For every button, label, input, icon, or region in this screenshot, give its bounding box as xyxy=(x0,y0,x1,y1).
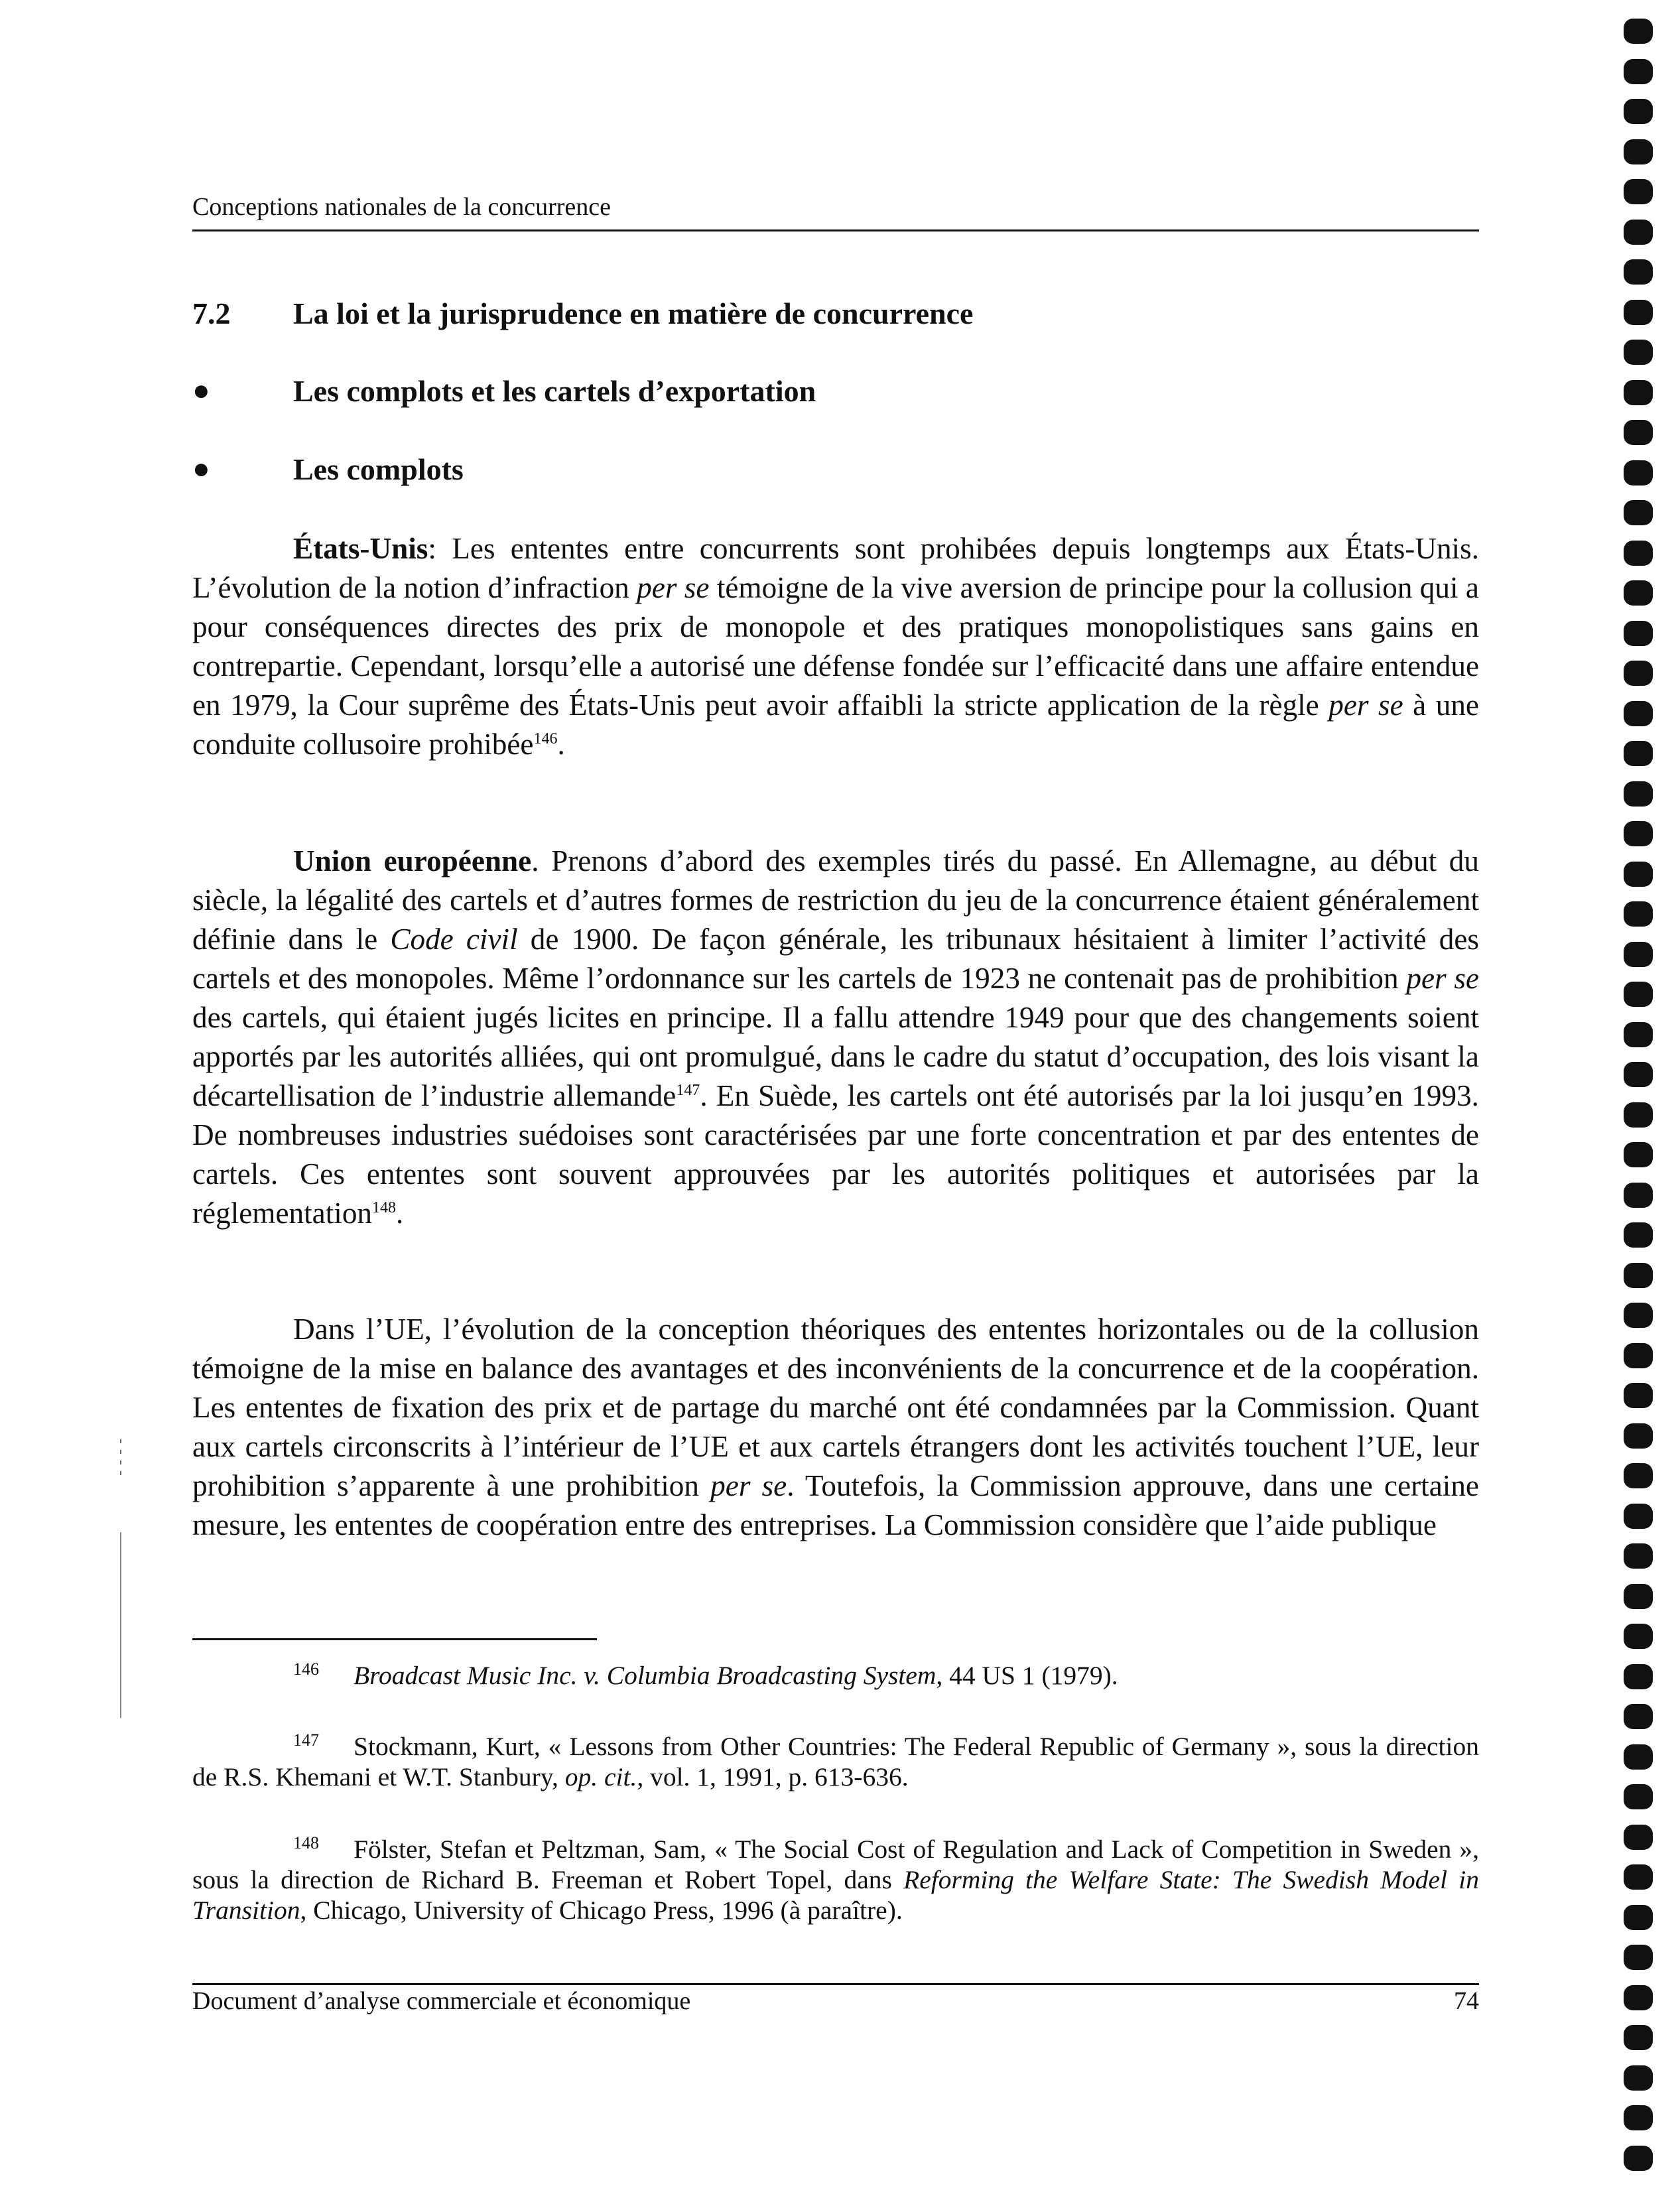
binding-hole xyxy=(1624,1142,1653,1167)
binding-hole xyxy=(1624,1543,1653,1569)
section-number: 7.2 xyxy=(192,296,231,330)
subheading-label: Les complots xyxy=(293,452,464,486)
binding-hole xyxy=(1624,1463,1653,1488)
text-run: à une conduite collusoire prohibée xyxy=(192,688,1479,761)
running-footer xyxy=(192,1983,1479,2016)
italic-term: Code civil xyxy=(390,923,518,956)
binding-hole xyxy=(1624,1062,1653,1087)
italic-term: per se xyxy=(637,571,710,604)
footnote-ref[interactable]: 148 xyxy=(372,1199,397,1216)
binding-hole xyxy=(1624,1744,1653,1770)
text-run: , vol. 1, 1991, p. 613-636. xyxy=(637,1762,909,1791)
margin-mark xyxy=(119,1439,122,1718)
text-run: . xyxy=(557,728,565,761)
italic-term: per se xyxy=(1406,962,1479,995)
binding-hole xyxy=(1624,1584,1653,1609)
binding-hole xyxy=(1624,2025,1653,2050)
binding-hole xyxy=(1624,862,1653,887)
binding-hole xyxy=(1624,1945,1653,1970)
binding-hole xyxy=(1624,1303,1653,1328)
binding-hole xyxy=(1624,1423,1653,1449)
binding-hole xyxy=(1624,99,1653,124)
text-run: . Prenons d’abord des exemples tirés du passé. En Allemagne, au début du siècle, la légalité des cartels et d’autres formes de restriction du jeu de la concurrence étaient généralement définie dans le xyxy=(192,844,1479,956)
text-run: Fölster, Stefan et Peltzman, Sam, « The Social Cost of Regulation and Lack of Competition in Sweden », sous la direction de Richard B. Freeman et Robert Topel, dans xyxy=(192,1835,1479,1894)
binding-hole xyxy=(1624,701,1653,726)
binding-hole xyxy=(1624,1704,1653,1729)
italic-title: Broadcast Music Inc. v. Columbia Broadcasting System xyxy=(354,1661,937,1690)
binding-hole xyxy=(1624,821,1653,846)
binding-hole xyxy=(1624,1825,1653,1850)
binding-hole xyxy=(1624,541,1653,566)
subheading-label: Les complots et les cartels d’exportation xyxy=(293,374,816,408)
italic-title: Reforming the Welfare State: The Swedish Model in Transition xyxy=(192,1865,1479,1925)
binding-hole xyxy=(1624,380,1653,405)
binding-hole xyxy=(1624,179,1653,204)
footnote-text xyxy=(192,1731,1479,1792)
bullet-icon: ● xyxy=(192,374,210,407)
paragraph-lead: États-Unis xyxy=(293,532,428,565)
binding-hole xyxy=(1624,1383,1653,1408)
binding-hole xyxy=(1624,982,1653,1007)
paragraph-text xyxy=(192,529,1479,764)
binding-hole xyxy=(1624,1664,1653,1689)
binding-hole xyxy=(1624,2105,1653,2130)
binding-hole xyxy=(1624,1905,1653,1930)
binding-hole xyxy=(1624,621,1653,646)
footer-publication: Document d’analyse commerciale et économique xyxy=(192,1987,691,2015)
text-run: : Les ententes entre concurrents sont prohibées depuis longtemps aux États-Unis. L’évolution de la notion d’infraction xyxy=(192,532,1479,604)
binding-hole xyxy=(1624,1985,1653,2010)
footnote-text xyxy=(192,1834,1479,1925)
binding-hole xyxy=(1624,781,1653,807)
text-run: . Toutefois, la Commission approuve, dans une certaine mesure, les ententes de coopération entre des entreprises. La Commission considère que l’aide publique xyxy=(192,1469,1479,1541)
binding-hole xyxy=(1624,460,1653,486)
paragraph-etats-unis xyxy=(192,529,1479,764)
binding-hole xyxy=(1624,580,1653,606)
bullet-icon: ● xyxy=(192,452,210,485)
binding-hole xyxy=(1624,741,1653,766)
footnote-146 xyxy=(192,1660,1479,1691)
binding-holes xyxy=(1624,19,1657,2201)
binding-hole xyxy=(1624,1343,1653,1368)
italic-term: per se xyxy=(1328,688,1403,722)
binding-hole xyxy=(1624,1624,1653,1649)
binding-hole xyxy=(1624,1784,1653,1809)
binding-hole xyxy=(1624,1864,1653,1890)
text-run: des cartels, qui étaient jugés licites en principe. Il a fallu attendre 1949 pour que des changements soient apportés par les autorités alliées, qui ont promulgué, dans le cadre du statut d’occupation, des lois visant la décartellisation de l’industrie allemande xyxy=(192,1001,1479,1112)
text-run: , Chicago, University of Chicago Press, 1996 (à paraître). xyxy=(300,1896,903,1925)
footnote-ref[interactable]: 146 xyxy=(533,730,558,747)
paragraph-ue xyxy=(192,1310,1479,1545)
footnote-number: 146 xyxy=(293,1659,319,1679)
binding-hole xyxy=(1624,1263,1653,1288)
footnote-ref[interactable]: 147 xyxy=(676,1081,700,1099)
binding-hole xyxy=(1624,2065,1653,2091)
italic-term: op. cit. xyxy=(564,1762,637,1791)
paragraph-union-europeenne xyxy=(192,842,1479,1233)
binding-hole xyxy=(1624,661,1653,686)
binding-hole xyxy=(1624,942,1653,967)
text-run: . xyxy=(396,1197,404,1230)
binding-hole xyxy=(1624,1504,1653,1529)
section-title: La loi et la jurisprudence en matière de concurrence xyxy=(293,296,974,330)
footnote-147 xyxy=(192,1731,1479,1792)
binding-hole xyxy=(1624,340,1653,365)
paragraph-lead: Union européenne xyxy=(293,844,532,877)
binding-hole xyxy=(1624,1183,1653,1208)
text-run: . En Suède, les cartels ont été autorisés par la loi jusqu’en 1993. De nombreuses industries suédoises sont caractérisées par une forte concentration et par des ententes de cartels. Ces ententes sont souvent approuvées par les autorités politiques et autorisées par la réglementation xyxy=(192,1079,1479,1230)
text-run: Dans l’UE, l’évolution de la conception théoriques des ententes horizontales ou de la collusion témoigne de la mise en balance des avantages et des inconvénients de la concurrence et de la coopération. Les ententes de fixation des prix et de partage du marché ont été condamnées par la Commission. Quant aux cartels circonscrits à l’intérieur de l’UE et aux cartels étrangers dont les activités touchent l’UE, leur prohibition s’apparente à une prohibition xyxy=(192,1313,1479,1502)
footnote-148 xyxy=(192,1834,1479,1925)
italic-term: per se xyxy=(710,1469,787,1502)
subheading-complots-cartels xyxy=(192,373,816,409)
footnote-separator xyxy=(192,1638,597,1640)
binding-hole xyxy=(1624,1102,1653,1128)
text-run: Stockmann, Kurt, « Lessons from Other Countries: The Federal Republic of Germany », sous la direction de R.S. Khemani et W.T. Stanbury, xyxy=(192,1732,1479,1791)
text-run: témoigne de la vive aversion de principe pour la collusion qui a pour conséquences directes des prix de monopole et des pratiques monopolistiques sans gains en contrepartie. Cependant, lorsqu’elle a autorisé une défense fondée sur l’efficacité dans une affaire entendue en 1979, la Cour suprême des États-Unis peut avoir affaibli la stricte application de la règle xyxy=(192,571,1479,722)
binding-hole xyxy=(1624,259,1653,285)
text-run: de 1900. De façon générale, les tribunaux hésitaient à limiter l’activité des cartels et des monopoles. Même l’ordonnance sur les cartels de 1923 ne contenait pas de prohibition xyxy=(192,923,1479,995)
binding-hole xyxy=(1624,2146,1653,2171)
binding-hole xyxy=(1624,500,1653,525)
binding-hole xyxy=(1624,420,1653,445)
binding-hole xyxy=(1624,901,1653,927)
footnote-number: 147 xyxy=(293,1730,319,1750)
binding-hole xyxy=(1624,220,1653,245)
page-number: 74 xyxy=(1454,1987,1479,2015)
binding-hole xyxy=(1624,300,1653,325)
running-header-title: Conceptions nationales de la concurrence xyxy=(192,193,611,221)
paragraph-text xyxy=(192,842,1479,1233)
binding-hole xyxy=(1624,19,1653,44)
binding-hole xyxy=(1624,59,1653,84)
section-heading xyxy=(192,296,973,331)
binding-hole xyxy=(1624,1222,1653,1248)
binding-hole xyxy=(1624,1022,1653,1047)
margin-mark-line xyxy=(119,1439,122,1718)
text-run: , 44 US 1 (1979). xyxy=(936,1661,1118,1690)
paragraph-text xyxy=(192,1310,1479,1545)
footnote-number: 148 xyxy=(293,1833,319,1852)
subheading-complots xyxy=(192,452,464,487)
binding-hole xyxy=(1624,139,1653,164)
running-header xyxy=(192,192,1479,231)
footnote-text xyxy=(192,1660,1479,1691)
